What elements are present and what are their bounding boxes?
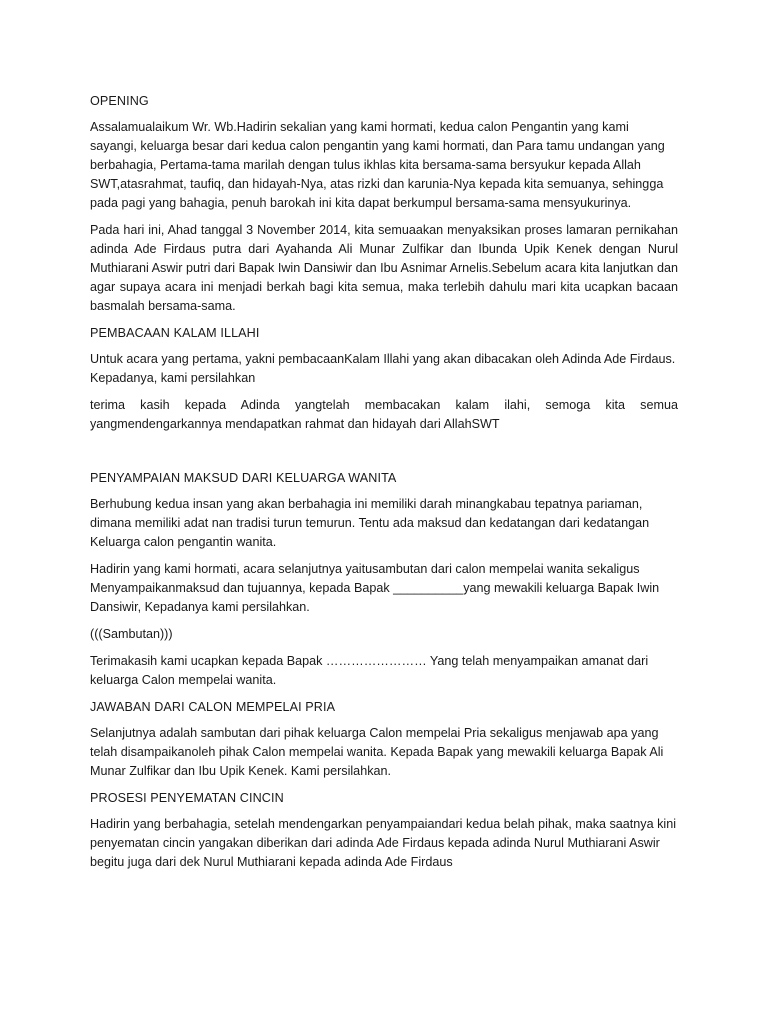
paragraph-jawaban: Selanjutnya adalah sambutan dari pihak keluarga Calon mempelai Pria sekaligus menjawab apa yang telah disampaikanoleh pihak Calon mempelai wanita. Kepada Bapak yang mewakili keluarga Bapak Ali Munar Zulfikar dan Ibu Upik Kenek. Kami persilahkan. <box>90 726 664 778</box>
paragraph-maksud-adat: Berhubung kedua insan yang akan berbahagia ini memiliki darah minangkabau tepatnya pariaman, dimana memiliki adat nan tradisi turun temurun. Tentu ada maksud dan kedatangan dari kedatangan Keluarga calon pengantin wanita. <box>90 497 650 549</box>
document-page <box>90 92 678 880</box>
paragraph-maksud-terimakasih: Terimakasih kami ucapkan kepada Bapak …………………… Yang telah menyampaikan amanat dari keluarga Calon mempelai wanita. <box>90 654 649 687</box>
section-spacer <box>90 442 678 469</box>
paragraph-kalam-thanks: terima kasih kepada Adinda yangtelah membacakan kalam ilahi, semoga kita semua yangmendengarkannya mendapatkan rahmat dan hidayah dari AllahSWT <box>90 398 678 431</box>
paragraph-opening-greeting: Assalamualaikum Wr. Wb.Hadirin sekalian yang kami hormati, kedua calon Pengantin yang kami sayangi, keluarga besar dari kedua calon pengantin yang kami hormati, dan Para tamu undangan yang berbahagia, Pertama-tama marilah dengan tulus ikhlas kita bersama-sama bersyukur kepada Allah SWT,atasrahmat, taufiq, dan hidayah-Nya, atas rizki dan karunia-Nya kepada kita semuanya, sehingga pada pagi yang bahagia, penuh barokah ini kita dapat berkumpul bersama-sama mensyukurinya. <box>90 120 665 210</box>
paragraph-kalam-intro: Untuk acara yang pertama, yakni pembacaanKalam Illahi yang akan dibacakan oleh Adinda Ade Firdaus. Kepadanya, kami persilahkan <box>90 352 676 385</box>
heading-maksud-keluarga-wanita: PENYAMPAIAN MAKSUD DARI KELUARGA WANITA <box>90 471 397 485</box>
heading-jawaban-mempelai-pria: JAWABAN DARI CALON MEMPELAI PRIA <box>90 700 336 714</box>
heading-penyematan-cincin: PROSESI PENYEMATAN CINCIN <box>90 791 284 805</box>
heading-kalam-illahi: PEMBACAAN KALAM ILLAHI <box>90 326 260 340</box>
paragraph-opening-event: Pada hari ini, Ahad tanggal 3 November 2014, kita semuaakan menyaksikan proses lamaran pernikahan adinda Ade Firdaus putra dari Ayahanda Ali Munar Zulfikar dan Ibunda Upik Kenek dengan Nurul Muthiarani Aswir putri dari Bapak Iwin Dansiwir dan Ibu Asnimar Arnelis.Sebelum acara kita lanjutkan dan agar supaya acara ini menjadi berkah bagi kita semua, maka terlebih dahulu mari kita ucapkan bacaan basmalah bersama-sama. <box>90 223 678 313</box>
heading-opening: OPENING <box>90 94 149 108</box>
paragraph-sambutan-marker: (((Sambutan))) <box>90 627 173 641</box>
paragraph-penyematan-cincin: Hadirin yang berbahagia, setelah mendengarkan penyampaiandari kedua belah pihak, maka saatnya kini penyematan cincin yangakan diberikan dari adinda Ade Firdaus kepada adinda Nurul Muthiarani Aswir begitu juga dari dek Nurul Muthiarani kepada adinda Ade Firdaus <box>90 817 676 869</box>
paragraph-maksud-sambutan: Hadirin yang kami hormati, acara selanjutnya yaitusambutan dari calon mempelai wanita sekaligus Menyampaikanmaksud dan tujuannya, kepada Bapak __________yang mewakili keluarga Bapak Iwin Dansiwir, Kepadanya kami persilahkan. <box>90 562 660 614</box>
